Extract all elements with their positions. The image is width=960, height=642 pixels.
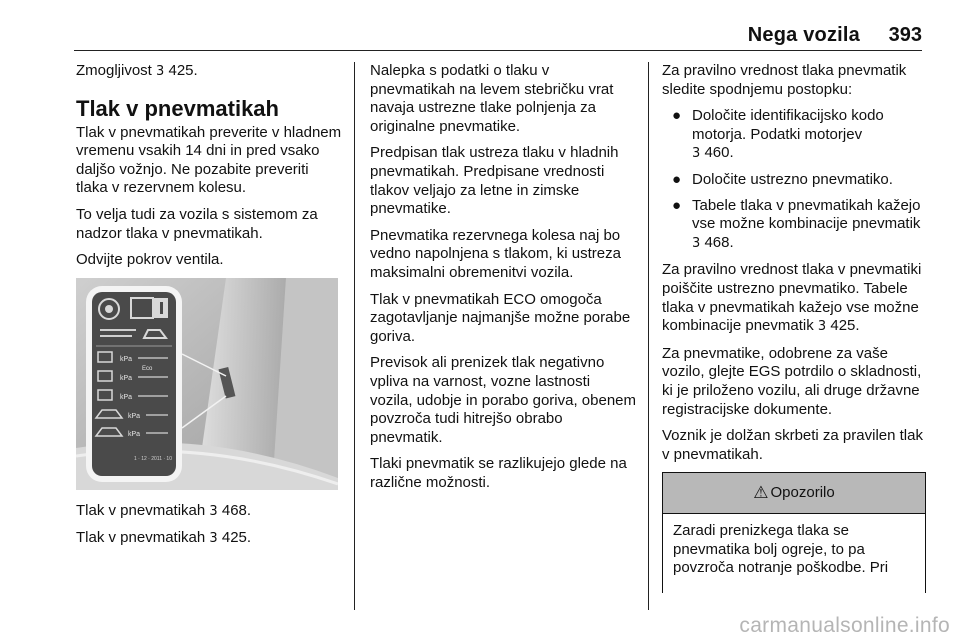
kpa-label: kPa (128, 412, 141, 420)
page-ref-link[interactable]: 425. (221, 529, 252, 547)
kpa-label: kPa (120, 393, 133, 401)
eco-label: Eco (142, 365, 153, 372)
page-ref-icon: 3 (209, 531, 218, 547)
paragraph: Predpisan tlak ustreza tlaku v hladnih pnevmatikah. Predpisane vrednosti tlakov veljajo za letne in zimske pnevmatike. (370, 144, 619, 218)
page-ref-link[interactable]: 425. (830, 317, 860, 335)
page-number: 393 (888, 24, 922, 46)
watermark: carmanualsonline.info (739, 614, 950, 637)
warning-header (663, 473, 925, 514)
reference-line: Tlak v pnevmatikah 3 468. (76, 501, 252, 519)
kpa-label: kPa (120, 355, 133, 363)
capacity-reference: Zmogljivost 3 425. (76, 62, 198, 79)
reference-line: Tlak v pnevmatikah 3 425. (76, 529, 252, 547)
paragraph: To velja tudi za vozila s sistemom za nadzor tlaka v pnevmatikah. (76, 205, 318, 242)
procedure-list (662, 107, 926, 253)
section-heading: Tlak v pnevmatikah (76, 95, 279, 121)
list-item: ● Določite identifikacijsko kodo motorja. Podatki motorjev 3 460. (672, 107, 884, 162)
paragraph: Za pnevmatike, odobrene za vaše vozilo, glejte EGS potrdilo o skladnosti, ki je priloženo vozilu, ali druge državne registracijske dokumente. (662, 344, 922, 418)
kpa-label: kPa (120, 374, 133, 382)
page-header (0, 0, 960, 52)
list-item: ● Tabele tlaka v pnevmatikah kažejo vse možne kombinacije pnevmatik 3 468. (672, 196, 921, 251)
page-ref-icon: 3 (692, 146, 701, 162)
page-ref-icon: 3 (156, 64, 165, 79)
kpa-label: kPa (128, 430, 141, 438)
paragraph: Tlaki pnevmatik se razlikujejo glede na različne možnosti. (370, 455, 627, 491)
column-divider-1 (354, 62, 355, 610)
warning-icon: ⚠ (753, 482, 769, 502)
paragraph: Tlak v pnevmatikah ECO omogoča zagotavljanje najmanjše možne porabe goriva. (370, 290, 631, 345)
label-code: 1 · 12 · 2011 · 10 (134, 455, 172, 462)
paragraph: Tlak v pnevmatikah preverite v hladnem vremenu vsakih 14 dni in pred vsako daljšo vožnjo. Ne pozabite preveriti tlaka v rezervnem kolesu. (76, 123, 342, 197)
warning-box (662, 472, 926, 593)
warning-body: Zaradi prenizkega tlaka se pnevmatika bolj ogreje, to pa povzroča notranje poškodbe. Pri (673, 522, 889, 577)
list-item: ● Določite ustrezno pnevmatiko. (672, 170, 893, 188)
section-title: Nega vozila (747, 24, 860, 46)
paragraph: Previsok ali prenizek tlak negativno vpliva na varnost, vozne lastnosti vozila, udobje in porabo goriva, obenem povzroča tudi hitrejšo obrabo pnevmatik. (370, 354, 637, 446)
page-ref-icon: 3 (692, 235, 701, 251)
column-3 (662, 62, 926, 593)
warning-title: Opozorilo (770, 483, 835, 501)
paragraph: Za pravilno vrednost tlaka v pnevmatiki poiščite ustrezno pnevmatiko. Tabele tlaka v pnevmatikah kažejo vse možne kombinacije pnevmatik 3 425. (662, 261, 922, 335)
page-ref-link[interactable]: 425. (168, 62, 198, 79)
paragraph: Odvijte pokrov ventila. (76, 251, 224, 269)
page-ref-link[interactable]: 468. (221, 501, 252, 519)
door-pillar-illustration (76, 278, 338, 490)
page-ref-link[interactable]: 468. (704, 233, 734, 251)
header-rule (74, 50, 922, 51)
paragraph: Za pravilno vrednost tlaka pnevmatik sledite spodnjemu postopku: (662, 62, 907, 98)
paragraph: Pnevmatika rezervnega kolesa naj bo vedno napolnjena s tlakom, ki ustreza maksimalni obremenitvi vozila. (370, 226, 621, 281)
page-ref-link[interactable]: 460. (704, 144, 734, 162)
tire-pressure-label-figure (76, 278, 338, 490)
page-ref-icon: 3 (209, 503, 218, 519)
bullet-icon: ● (672, 170, 682, 188)
page-ref-icon: 3 (817, 319, 827, 335)
column-2 (370, 62, 636, 500)
bullet-icon: ● (672, 196, 682, 214)
paragraph: Nalepka s podatki o tlaku v pnevmatikah na levem stebričku vrat navaja ustrezne tlake polnjenja za originalne pnevmatike. (370, 62, 614, 135)
bullet-icon: ● (672, 107, 682, 125)
paragraph: Voznik je dolžan skrbeti za pravilen tlak v pnevmatikah. (662, 427, 923, 463)
column-1 (76, 62, 344, 557)
column-divider-2 (648, 62, 649, 610)
